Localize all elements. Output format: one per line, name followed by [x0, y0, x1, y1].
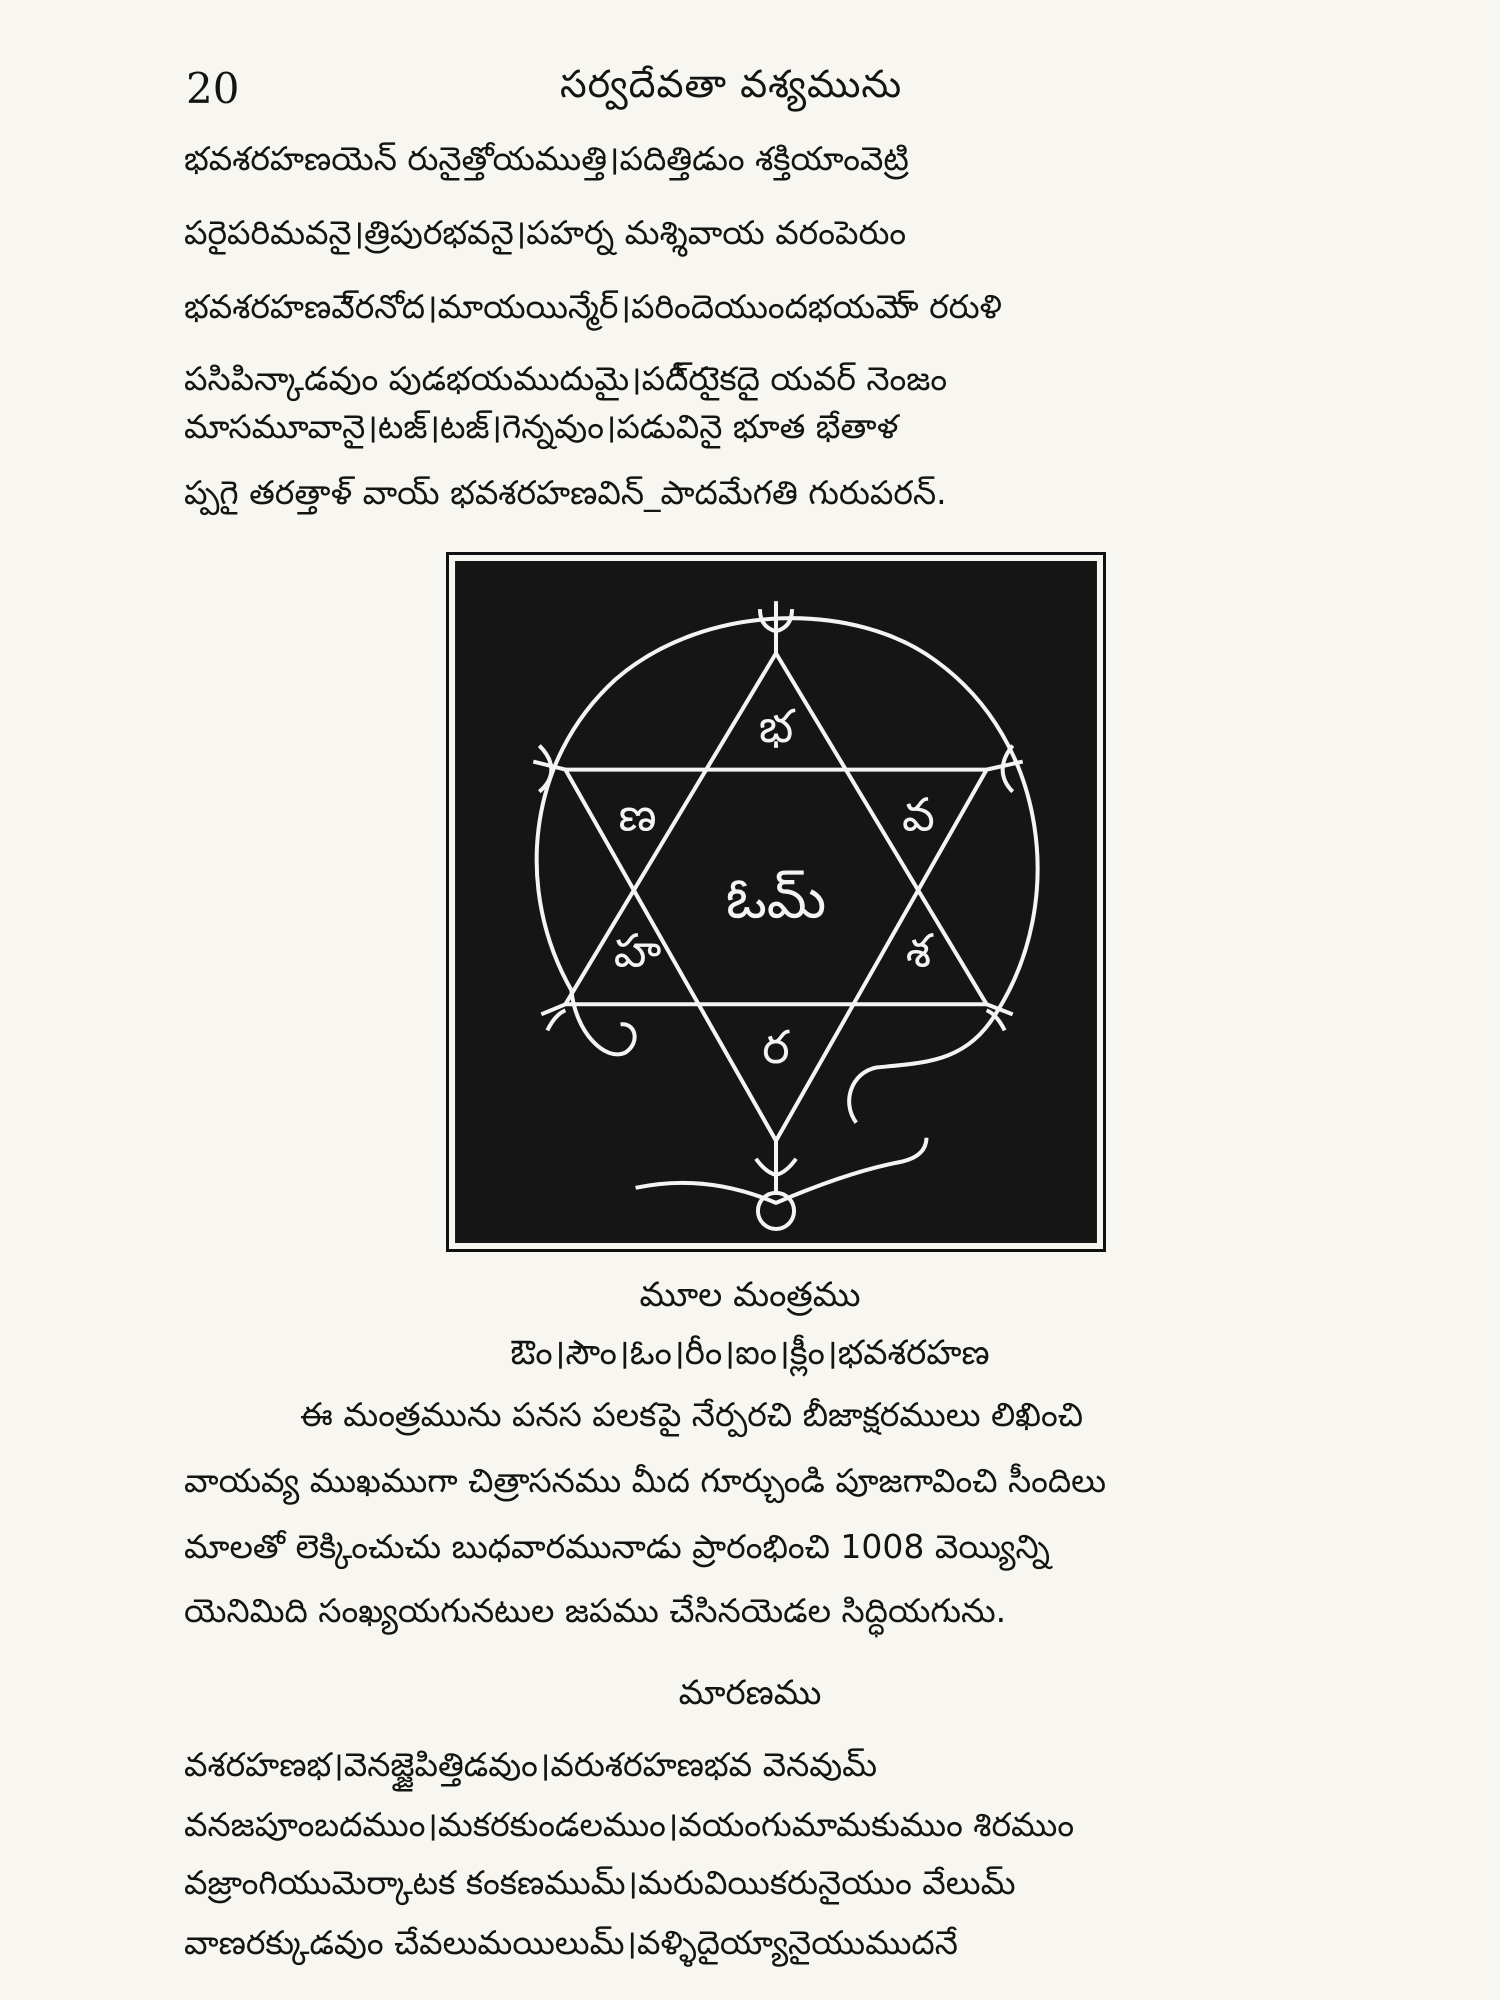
intro-line: పసిపిన్కాడవుం పుడభయముదుమై।పదీ్రుైకదై యవర్ నెంజం — [184, 359, 948, 398]
mula-mantra-text: ఔం।సౌం।ఓం।రీం।ఐం।క్లీం।భవశరహణ — [510, 1333, 990, 1373]
intro-line: మాసమూవానై।టజ్।టజ్।గెన్నవుం।పడువినై భూత భేతాళ — [184, 407, 899, 446]
intro-line: భవశరహణయెన్ రునైత్తోయముత్తి।పదిత్తిడుం శక్తియాంవెట్రి — [184, 139, 909, 178]
instruction-line: ఈ మంత్రమును పనస పలకపై నేర్పరచి బీజాక్షరములు లిఖించి — [300, 1395, 1084, 1434]
yantra-syllable-upper-left: ణ — [618, 787, 657, 842]
mula-mantra-heading: మూల మంత్రము — [639, 1275, 861, 1315]
yantra-syllable-top: భ — [758, 698, 794, 753]
intro-line: పరైపరిమవనై।త్రిపురభవనై।పహర్న మశ్శివాయ వరంపెరుం — [184, 213, 907, 252]
instruction-line: వాయవ్య ముఖముగా చిత్రాసనము మీద గూర్చుండి పూజగావించి సీందిలు — [184, 1461, 1106, 1500]
yantra-syllable-lower-right: శ — [905, 923, 932, 978]
yantra-diagram — [446, 552, 1106, 1252]
intro-line: భవశరహణవె్రనోద।మాయయిన్మేర్।పరిందెయుందభయమె్ా రరుళి — [184, 287, 1002, 326]
instruction-line: మాలతో లెక్కించుచు బుధవారమునాడు ప్రారంభించి 1008 వెయ్యిన్ని — [184, 1527, 1050, 1566]
yantra-syllable-lower-left: హ — [613, 923, 662, 978]
instruction-line: యెనిమిది సంఖ్యయగునటుల జపము చేసినయెడల సిద్ధియగును. — [184, 1591, 1007, 1630]
yantra-center-syllable: ఓమ్ — [725, 866, 827, 932]
marana-line: వజ్రాంగియుమెర్కాటక కంకణముమ్।మరువియికరునైయుం వేలుమ్ — [184, 1863, 1016, 1902]
marana-heading: మారణము — [678, 1673, 822, 1713]
yantra-syllable-bottom: ర — [762, 1019, 790, 1074]
intro-line: ప్పగై తరత్తాళ్ వాయ్ భవశరహణవిన్_పాదమేగతి గురుపరన్. — [184, 473, 947, 512]
marana-line: వశరహణభ।వెనజ్జైపిత్తిడవుం।వరుశరహణభవ వెనవుమ్ — [184, 1745, 878, 1784]
marana-line: వాణరక్కుడవుం చేవలుమయిలుమ్।వళ్ళిదైయ్యానైయుముదనే — [184, 1923, 958, 1962]
running-title: సర్వదేవతా వశ్యమును — [560, 62, 903, 106]
yantra-syllable-upper-right: వ — [902, 787, 935, 842]
yantra-svg — [455, 561, 1097, 1243]
page-number: 20 — [186, 64, 240, 113]
marana-line: వనజపూంబదముం।మకరకుండలముం।వయంగుమామకుముం శిరముం — [184, 1805, 1075, 1844]
